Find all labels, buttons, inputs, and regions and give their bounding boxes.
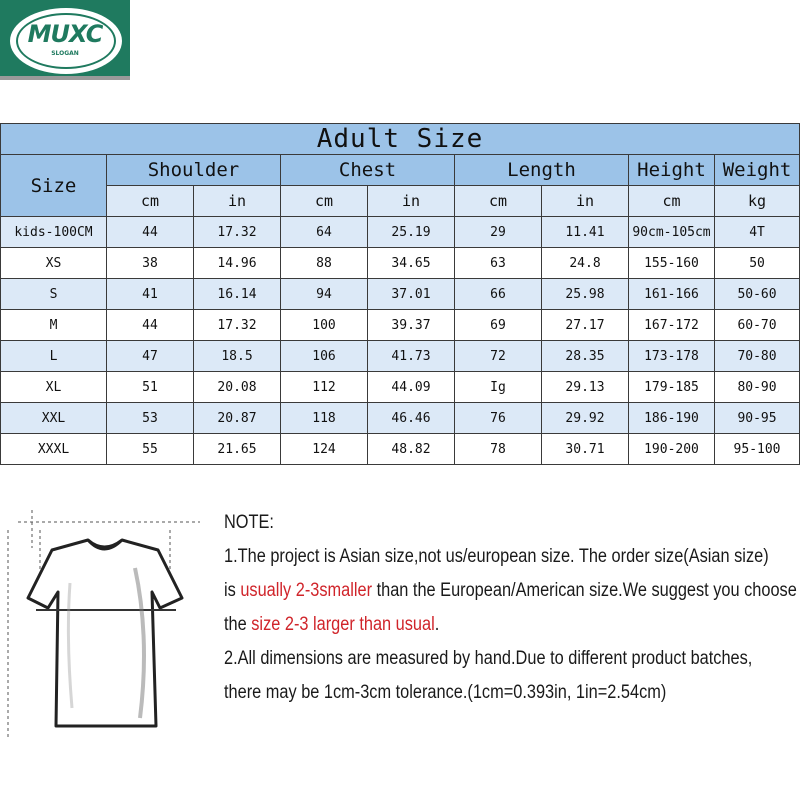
table-cell: 63 (455, 248, 542, 279)
size-cell: kids-100CM (1, 217, 107, 248)
table-row (1, 279, 800, 310)
table-cell: 179-185 (629, 372, 715, 403)
brand-logo (0, 0, 130, 80)
table-cell: 80-90 (715, 372, 800, 403)
unit-header: cm (281, 186, 368, 217)
note-heading: NOTE: (224, 512, 274, 533)
table-row (1, 372, 800, 403)
length-header: Length (455, 155, 629, 186)
table-cell: 190-200 (629, 434, 715, 465)
table-cell: 66 (455, 279, 542, 310)
note-line-1: 1.The project is Asian size,not us/european size. The order size(Asian size) (224, 546, 769, 567)
height-header: Height (629, 155, 715, 186)
table-row (1, 248, 800, 279)
table-cell: 72 (455, 341, 542, 372)
table-cell: 90cm-105cm (629, 217, 715, 248)
table-cell: 64 (281, 217, 368, 248)
table-cell: 25.98 (542, 279, 629, 310)
table-cell: 161-166 (629, 279, 715, 310)
table-cell: 38 (107, 248, 194, 279)
unit-header: kg (715, 186, 800, 217)
size-cell: M (1, 310, 107, 341)
table-row (1, 434, 800, 465)
table-cell: 21.65 (194, 434, 281, 465)
note-highlight: usually 2-3smaller (240, 580, 373, 601)
table-cell: Ig (455, 372, 542, 403)
size-chart-table (0, 123, 800, 465)
table-cell: 69 (455, 310, 542, 341)
table-cell: 60-70 (715, 310, 800, 341)
chest-header: Chest (281, 155, 455, 186)
note-line-2: is usually 2-3smaller than the European/American size.We suggest you choose (224, 580, 797, 601)
size-column-header: Size (1, 155, 107, 217)
table-cell: 39.37 (368, 310, 455, 341)
table-cell: 155-160 (629, 248, 715, 279)
table-cell: 173-178 (629, 341, 715, 372)
size-cell: S (1, 279, 107, 310)
table-cell: 20.08 (194, 372, 281, 403)
table-cell: 48.82 (368, 434, 455, 465)
table-cell: 112 (281, 372, 368, 403)
table-cell: 44 (107, 217, 194, 248)
table-cell: 11.41 (542, 217, 629, 248)
unit-header: cm (455, 186, 542, 217)
table-cell: 44 (107, 310, 194, 341)
note-line-5: there may be 1cm-3cm tolerance.(1cm=0.393in, 1in=2.54cm) (224, 682, 667, 703)
unit-header: in (368, 186, 455, 217)
table-cell: 37.01 (368, 279, 455, 310)
table-cell: 88 (281, 248, 368, 279)
table-cell: 44.09 (368, 372, 455, 403)
weight-header: Weight (715, 155, 800, 186)
table-row (1, 217, 800, 248)
table-cell: 50 (715, 248, 800, 279)
table-cell: 34.65 (368, 248, 455, 279)
table-cell: 25.19 (368, 217, 455, 248)
table-cell: 41 (107, 279, 194, 310)
table-row (1, 310, 800, 341)
table-cell: 24.8 (542, 248, 629, 279)
table-body (1, 217, 800, 465)
table-cell: 186-190 (629, 403, 715, 434)
table-title: Adult Size (1, 124, 800, 155)
table-cell: 95-100 (715, 434, 800, 465)
table-cell: 29.92 (542, 403, 629, 434)
unit-header: cm (107, 186, 194, 217)
table-cell: 53 (107, 403, 194, 434)
table-cell: 94 (281, 279, 368, 310)
note-line-4: 2.All dimensions are measured by hand.Due to different product batches, (224, 648, 753, 669)
table-cell: 4T (715, 217, 800, 248)
table-cell: 30.71 (542, 434, 629, 465)
table-cell: 55 (107, 434, 194, 465)
table-cell: 17.32 (194, 310, 281, 341)
table-cell: 47 (107, 341, 194, 372)
logo-slogan: SLOGAN (51, 50, 79, 57)
table-cell: 51 (107, 372, 194, 403)
table-cell: 28.35 (542, 341, 629, 372)
size-cell: L (1, 341, 107, 372)
table-cell: 118 (281, 403, 368, 434)
table-cell: 20.87 (194, 403, 281, 434)
size-notes (224, 506, 800, 710)
table-cell: 29 (455, 217, 542, 248)
note-line-3: the size 2-3 larger than usual. (224, 614, 440, 635)
table-cell: 27.17 (542, 310, 629, 341)
table-cell: 78 (455, 434, 542, 465)
logo-underline (0, 76, 130, 80)
table-cell: 16.14 (194, 279, 281, 310)
table-row (1, 341, 800, 372)
unit-header: cm (629, 186, 715, 217)
size-cell: XL (1, 372, 107, 403)
table-cell: 100 (281, 310, 368, 341)
logo-text: MUXC (27, 20, 103, 48)
table-cell: 124 (281, 434, 368, 465)
tshirt-measurement-illustration (0, 488, 220, 738)
table-cell: 14.96 (194, 248, 281, 279)
table-cell: 17.32 (194, 217, 281, 248)
table-cell: 70-80 (715, 341, 800, 372)
size-cell: XXXL (1, 434, 107, 465)
table-cell: 106 (281, 341, 368, 372)
table-cell: 167-172 (629, 310, 715, 341)
table-cell: 18.5 (194, 341, 281, 372)
size-cell: XXL (1, 403, 107, 434)
unit-header: in (542, 186, 629, 217)
table-cell: 76 (455, 403, 542, 434)
unit-header: in (194, 186, 281, 217)
table-cell: 41.73 (368, 341, 455, 372)
table-row (1, 403, 800, 434)
shoulder-header: Shoulder (107, 155, 281, 186)
note-highlight: size 2-3 larger than usual (251, 614, 435, 635)
table-cell: 46.46 (368, 403, 455, 434)
size-cell: XS (1, 248, 107, 279)
table-cell: 50-60 (715, 279, 800, 310)
table-cell: 90-95 (715, 403, 800, 434)
table-cell: 29.13 (542, 372, 629, 403)
